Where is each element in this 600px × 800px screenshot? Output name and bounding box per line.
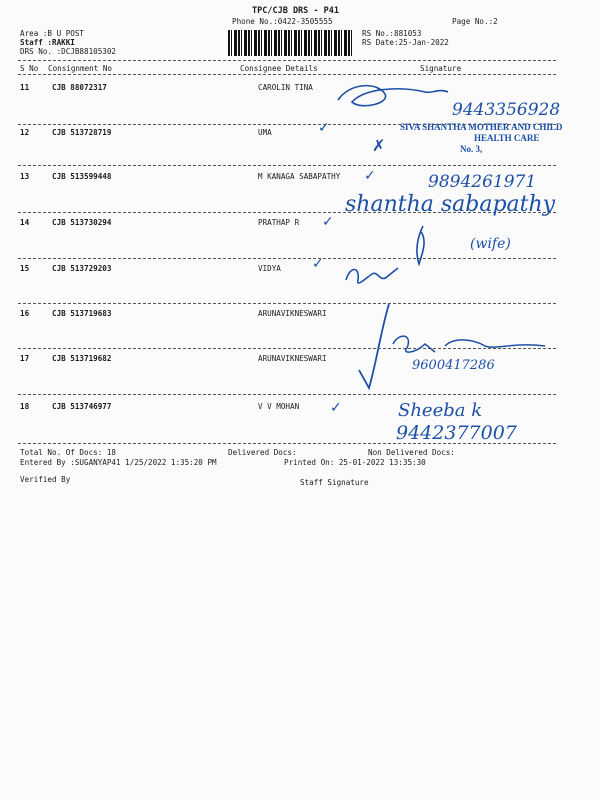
clinic-stamp: SIVA SHANTHA MOTHER AND CHILD HEALTH CARE No. 3,	[400, 122, 563, 154]
check-mark-icon: ✓	[364, 168, 376, 184]
total-docs: Total No. Of Docs: 18	[20, 448, 117, 457]
handwritten-phone-18: 9442377007	[396, 422, 517, 444]
barcode	[228, 30, 352, 56]
check-mark-icon: ✓	[318, 120, 330, 136]
printed-on: Printed On: 25-01-2022 13:35:30	[284, 458, 426, 467]
verified-by: Verified By	[20, 475, 71, 484]
handwritten-name-18: Sheeba k	[398, 400, 483, 421]
row-consignment: CJB 513730294	[52, 218, 112, 227]
row-divider	[18, 394, 556, 395]
staff-label: Staff :RAKKI	[20, 38, 75, 47]
row-divider	[18, 165, 556, 166]
row-consignment: CJB 513729203	[52, 264, 112, 273]
signature-row-15	[340, 262, 410, 292]
col-consignment: Consignment No	[48, 64, 113, 73]
staff-signature-label: Staff Signature	[300, 478, 369, 487]
row-consignee: ARUNAVIKNESWARI	[258, 354, 327, 363]
row-consignment: CJB 513719683	[52, 309, 112, 318]
handwritten-name-13: shantha sabapathy	[345, 192, 556, 217]
row-consignment: CJB 513599448	[52, 172, 112, 181]
row-sno: 11	[20, 83, 30, 92]
row-consignee: UMA	[258, 128, 272, 137]
row-divider	[18, 258, 556, 259]
row-sno: 12	[20, 128, 30, 137]
handwritten-phone-17: 9600417286	[412, 358, 495, 373]
signature-row-11	[330, 78, 450, 118]
signature-row-17	[385, 330, 555, 360]
row-consignment: CJB 513728719	[52, 128, 112, 137]
area-label: Area :B U POST	[20, 29, 85, 38]
handwritten-phone-13: 9894261971	[428, 172, 537, 192]
row-sno: 17	[20, 354, 30, 363]
entered-by: Entered By :SUGANYAP41 1/25/2022 1:35:20 PM	[20, 458, 217, 467]
divider	[18, 74, 556, 75]
drs-number: DRS No. :DCJB88105302	[20, 47, 117, 56]
row-consignment: CJB 513746977	[52, 402, 112, 411]
check-mark-icon: ✓	[330, 400, 342, 416]
row-consignment: CJB 513719682	[52, 354, 112, 363]
row-consignee: M KANAGA SABAPATHY	[258, 172, 341, 181]
col-signature: Signature	[420, 64, 462, 73]
rs-date: RS Date:25-Jan-2022	[362, 38, 449, 47]
row-consignee: V V MOHAN	[258, 402, 300, 411]
row-consignee: VIDYA	[258, 264, 281, 273]
row-sno: 13	[20, 172, 30, 181]
phone-number: Phone No.:0422-3505555	[232, 17, 333, 26]
rs-number: RS No.:881053	[362, 29, 422, 38]
delivered-docs: Delivered Docs:	[228, 448, 297, 457]
handwritten-phone-11: 9443356928	[452, 100, 561, 120]
col-sno: S No	[20, 64, 39, 73]
divider	[18, 60, 556, 61]
row-consignee: PRATHAP R	[258, 218, 300, 227]
check-mark-icon: ✓	[322, 214, 334, 230]
non-delivered-docs: Non Delivered Docs:	[368, 448, 455, 457]
row-sno: 15	[20, 264, 30, 273]
handwritten-wife-note: (wife)	[470, 236, 511, 252]
page-number: Page No.:2	[452, 17, 498, 26]
row-sno: 14	[20, 218, 30, 227]
row-consignee: ARUNAVIKNESWARI	[258, 309, 327, 318]
check-mark-icon: ✓	[312, 256, 324, 272]
row-consignment: CJB 88072317	[52, 83, 107, 92]
document-title: TPC/CJB DRS - P41	[252, 6, 339, 16]
cross-mark-icon: ✗	[372, 136, 386, 155]
row-sno: 16	[20, 309, 30, 318]
col-consignee: Consignee Details	[240, 64, 318, 73]
row-consignee: CAROLIN TINA	[258, 83, 313, 92]
row-sno: 18	[20, 402, 30, 411]
row-divider	[18, 303, 556, 304]
